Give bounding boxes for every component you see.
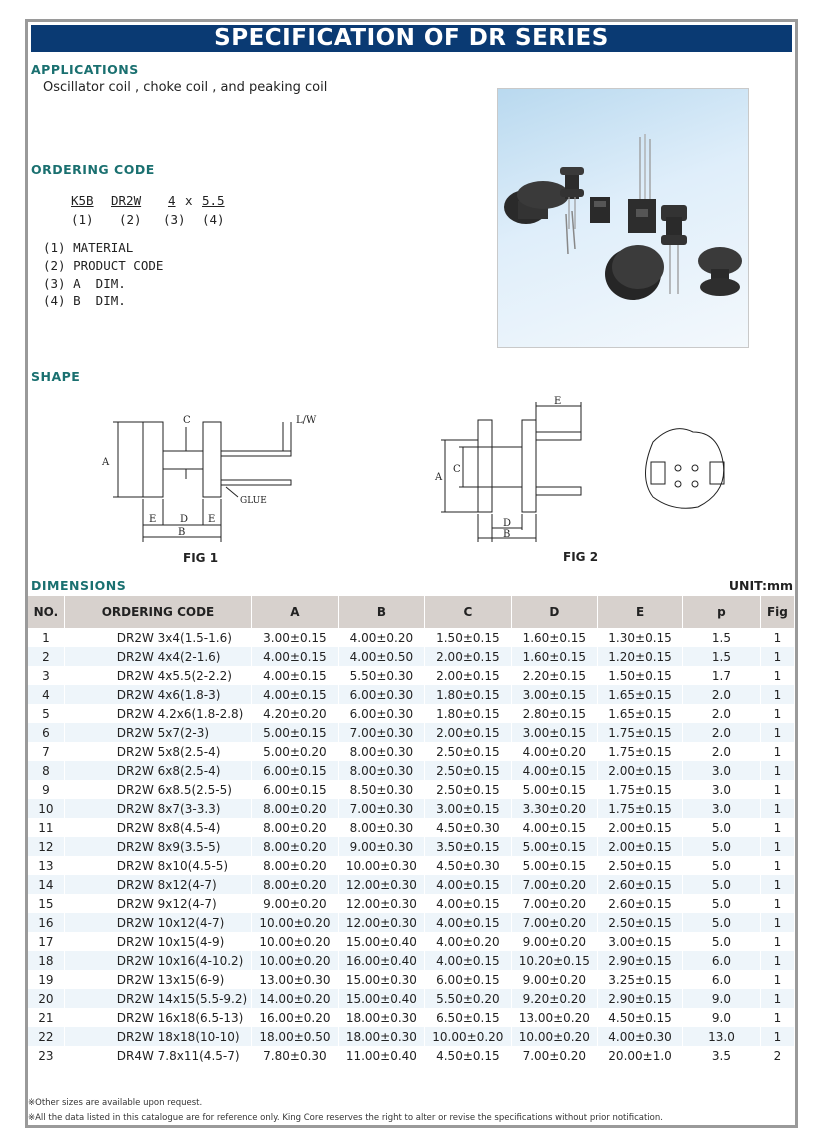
- cell-p: 5.0: [683, 837, 761, 856]
- cell-ordering-code: DR2W 8x7(3-3.3): [64, 799, 251, 818]
- cell-b: 8.00±0.30: [338, 742, 424, 761]
- cell-no: 2: [28, 647, 64, 666]
- cell-b: 4.00±0.20: [338, 628, 424, 647]
- table-row: [28, 761, 795, 780]
- unit-label: UNIT:mm: [728, 578, 793, 593]
- dimensions-table: [28, 596, 795, 1065]
- cell-fig: 1: [760, 685, 794, 704]
- cell-d: 7.00±0.20: [511, 894, 597, 913]
- cell-fig: 1: [760, 875, 794, 894]
- cell-fig: 1: [760, 837, 794, 856]
- cell-ordering-code: DR2W 10x15(4-9): [64, 932, 251, 951]
- fig1-label-a: A: [102, 457, 110, 468]
- cell-a: 4.00±0.15: [252, 666, 338, 685]
- table-header-row: [28, 596, 795, 628]
- cell-c: 4.50±0.15: [425, 1046, 511, 1065]
- cell-e: 4.50±0.15: [598, 1008, 683, 1027]
- cell-ordering-code: DR2W 4x4(2-1.6): [64, 647, 251, 666]
- cell-ordering-code: DR2W 4x5.5(2-2.2): [64, 666, 251, 685]
- note-disclaimer: ※All the data listed in this catalogue are for reference only. King Core reserves the right to alter or revise the specifications without prior notification.: [28, 1113, 663, 1123]
- cell-no: 13: [28, 856, 64, 875]
- cell-c: 6.00±0.15: [425, 970, 511, 989]
- cell-a: 13.00±0.30: [252, 970, 338, 989]
- cell-d: 4.00±0.15: [511, 818, 597, 837]
- cell-fig: 1: [760, 894, 794, 913]
- cell-e: 2.50±0.15: [598, 856, 683, 875]
- cell-c: 4.00±0.15: [425, 913, 511, 932]
- cell-c: 4.00±0.15: [425, 875, 511, 894]
- cell-b: 5.50±0.30: [338, 666, 424, 685]
- cell-a: 8.00±0.20: [252, 856, 338, 875]
- cell-fig: 1: [760, 913, 794, 932]
- page-title: SPECIFICATION OF DR SERIES: [31, 25, 792, 52]
- cell-b: 16.00±0.40: [338, 951, 424, 970]
- cell-fig: 1: [760, 780, 794, 799]
- cell-c: 1.80±0.15: [425, 685, 511, 704]
- cell-fig: 1: [760, 932, 794, 951]
- cell-a: 4.20±0.20: [252, 704, 338, 723]
- cell-ordering-code: DR2W 5x8(2.5-4): [64, 742, 251, 761]
- cell-no: 3: [28, 666, 64, 685]
- fig2-drawing: [433, 392, 763, 542]
- cell-no: 20: [28, 989, 64, 1008]
- cell-p: 2.0: [683, 742, 761, 761]
- cell-d: 5.00±0.15: [511, 856, 597, 875]
- fig1-label-d: D: [180, 514, 189, 525]
- cell-ordering-code: DR2W 8x10(4.5-5): [64, 856, 251, 875]
- cell-b: 15.00±0.40: [338, 989, 424, 1008]
- cell-fig: 1: [760, 647, 794, 666]
- cell-p: 2.0: [683, 704, 761, 723]
- product-photo-illustration: [498, 89, 748, 347]
- ordering-index-3: (3): [163, 212, 186, 227]
- cell-a: 10.00±0.20: [252, 913, 338, 932]
- cell-d: 7.00±0.20: [511, 875, 597, 894]
- table-row: [28, 742, 795, 761]
- fig1-caption: FIG 1: [183, 551, 219, 565]
- cell-d: 4.00±0.15: [511, 761, 597, 780]
- cell-no: 4: [28, 685, 64, 704]
- table-row: [28, 1046, 795, 1065]
- table-row: [28, 1008, 795, 1027]
- cell-d: 7.00±0.20: [511, 913, 597, 932]
- cell-b: 9.00±0.30: [338, 837, 424, 856]
- cell-c: 3.00±0.15: [425, 799, 511, 818]
- cell-ordering-code: DR2W 10x16(4-10.2): [64, 951, 251, 970]
- cell-c: 10.00±0.20: [425, 1027, 511, 1046]
- table-row: [28, 666, 795, 685]
- cell-p: 5.0: [683, 875, 761, 894]
- ordering-index-2: (2): [119, 212, 142, 227]
- cell-b: 4.00±0.50: [338, 647, 424, 666]
- cell-no: 6: [28, 723, 64, 742]
- ordering-part-b: 5.5: [202, 193, 225, 208]
- cell-c: 2.00±0.15: [425, 723, 511, 742]
- cell-ordering-code: DR2W 9x12(4-7): [64, 894, 251, 913]
- table-row: [28, 875, 795, 894]
- cell-d: 3.00±0.15: [511, 685, 597, 704]
- cell-d: 5.00±0.15: [511, 780, 597, 799]
- table-row: [28, 647, 795, 666]
- cell-b: 8.00±0.30: [338, 761, 424, 780]
- cell-a: 14.00±0.20: [252, 989, 338, 1008]
- cell-d: 3.00±0.15: [511, 723, 597, 742]
- header-ordering-code: ORDERING CODE: [64, 596, 251, 628]
- dimensions-heading: DIMENSIONS: [31, 578, 127, 593]
- fig1-label-e-left: E: [149, 514, 157, 525]
- applications-text: Oscillator coil , choke coil , and peaking coil: [43, 80, 328, 95]
- table-row: [28, 894, 795, 913]
- cell-b: 11.00±0.40: [338, 1046, 424, 1065]
- cell-no: 1: [28, 628, 64, 647]
- cell-fig: 1: [760, 742, 794, 761]
- cell-e: 1.65±0.15: [598, 704, 683, 723]
- cell-no: 19: [28, 970, 64, 989]
- cell-b: 8.00±0.30: [338, 818, 424, 837]
- header-d: D: [511, 596, 597, 628]
- cell-ordering-code: DR2W 13x15(6-9): [64, 970, 251, 989]
- cell-e: 1.50±0.15: [598, 666, 683, 685]
- ordering-part-product: DR2W: [111, 193, 142, 208]
- cell-ordering-code: DR2W 14x15(5.5-9.2): [64, 989, 251, 1008]
- cell-ordering-code: DR2W 10x12(4-7): [64, 913, 251, 932]
- cell-c: 4.00±0.15: [425, 951, 511, 970]
- cell-no: 10: [28, 799, 64, 818]
- cell-d: 4.00±0.20: [511, 742, 597, 761]
- table-row: [28, 780, 795, 799]
- cell-a: 6.00±0.15: [252, 780, 338, 799]
- cell-p: 3.0: [683, 761, 761, 780]
- cell-e: 2.90±0.15: [598, 951, 683, 970]
- applications-heading: APPLICATIONS: [31, 62, 139, 77]
- cell-c: 4.00±0.15: [425, 894, 511, 913]
- cell-e: 1.20±0.15: [598, 647, 683, 666]
- cell-p: 3.0: [683, 799, 761, 818]
- cell-p: 5.0: [683, 818, 761, 837]
- fig2-label-c: C: [453, 464, 461, 475]
- cell-c: 1.80±0.15: [425, 704, 511, 723]
- cell-c: 4.50±0.30: [425, 856, 511, 875]
- header-b: B: [338, 596, 424, 628]
- cell-e: 4.00±0.30: [598, 1027, 683, 1046]
- cell-a: 5.00±0.20: [252, 742, 338, 761]
- cell-c: 4.00±0.20: [425, 932, 511, 951]
- cell-d: 13.00±0.20: [511, 1008, 597, 1027]
- cell-b: 6.00±0.30: [338, 685, 424, 704]
- cell-fig: 1: [760, 951, 794, 970]
- legend-product-code: (2) PRODUCT CODE: [43, 258, 164, 273]
- ordering-part-x: x: [185, 193, 193, 208]
- cell-no: 15: [28, 894, 64, 913]
- cell-p: 1.7: [683, 666, 761, 685]
- cell-e: 1.30±0.15: [598, 628, 683, 647]
- cell-ordering-code: DR2W 6x8(2.5-4): [64, 761, 251, 780]
- table-row: [28, 628, 795, 647]
- cell-fig: 1: [760, 799, 794, 818]
- cell-e: 1.75±0.15: [598, 723, 683, 742]
- cell-c: 2.50±0.15: [425, 742, 511, 761]
- table-row: [28, 951, 795, 970]
- table-body: [28, 628, 795, 1065]
- cell-e: 2.60±0.15: [598, 875, 683, 894]
- cell-ordering-code: DR2W 8x12(4-7): [64, 875, 251, 894]
- cell-a: 16.00±0.20: [252, 1008, 338, 1027]
- cell-b: 6.00±0.30: [338, 704, 424, 723]
- table-row: [28, 799, 795, 818]
- fig1-label-glue: GLUE: [240, 496, 267, 506]
- cell-e: 2.00±0.15: [598, 818, 683, 837]
- cell-e: 1.65±0.15: [598, 685, 683, 704]
- table-row: [28, 856, 795, 875]
- table-row: [28, 913, 795, 932]
- cell-ordering-code: DR4W 7.8x11(4.5-7): [64, 1046, 251, 1065]
- cell-no: 21: [28, 1008, 64, 1027]
- cell-a: 8.00±0.20: [252, 818, 338, 837]
- legend-a-dim: (3) A DIM.: [43, 276, 126, 291]
- cell-e: 2.00±0.15: [598, 761, 683, 780]
- cell-p: 9.0: [683, 989, 761, 1008]
- cell-p: 13.0: [683, 1027, 761, 1046]
- cell-ordering-code: DR2W 8x9(3.5-5): [64, 837, 251, 856]
- table-row: [28, 837, 795, 856]
- ordering-index-1: (1): [71, 212, 94, 227]
- table-row: [28, 685, 795, 704]
- cell-p: 2.0: [683, 723, 761, 742]
- cell-ordering-code: DR2W 5x7(2-3): [64, 723, 251, 742]
- cell-b: 15.00±0.30: [338, 970, 424, 989]
- cell-c: 2.00±0.15: [425, 647, 511, 666]
- fig1-drawing: [98, 387, 328, 542]
- product-photo: [497, 88, 749, 348]
- ordering-index-4: (4): [202, 212, 225, 227]
- table-row: [28, 932, 795, 951]
- fig2-label-d: D: [503, 518, 512, 529]
- cell-ordering-code: DR2W 3x4(1.5-1.6): [64, 628, 251, 647]
- cell-p: 3.0: [683, 780, 761, 799]
- cell-a: 10.00±0.20: [252, 951, 338, 970]
- cell-a: 10.00±0.20: [252, 932, 338, 951]
- cell-a: 4.00±0.15: [252, 685, 338, 704]
- cell-a: 18.00±0.50: [252, 1027, 338, 1046]
- fig2-label-a: A: [435, 472, 443, 483]
- shape-heading: SHAPE: [31, 369, 81, 384]
- cell-p: 5.0: [683, 913, 761, 932]
- cell-b: 7.00±0.30: [338, 799, 424, 818]
- cell-fig: 1: [760, 989, 794, 1008]
- fig1-label-b: B: [178, 527, 186, 538]
- cell-no: 11: [28, 818, 64, 837]
- cell-no: 12: [28, 837, 64, 856]
- cell-ordering-code: DR2W 6x8.5(2.5-5): [64, 780, 251, 799]
- header-p: p: [683, 596, 761, 628]
- fig2-label-e: E: [554, 396, 562, 407]
- cell-e: 2.50±0.15: [598, 913, 683, 932]
- cell-c: 2.50±0.15: [425, 761, 511, 780]
- cell-no: 23: [28, 1046, 64, 1065]
- cell-a: 8.00±0.20: [252, 799, 338, 818]
- cell-d: 2.20±0.15: [511, 666, 597, 685]
- cell-c: 1.50±0.15: [425, 628, 511, 647]
- cell-c: 4.50±0.30: [425, 818, 511, 837]
- note-other-sizes: ※Other sizes are available upon request.: [28, 1098, 203, 1108]
- cell-b: 7.00±0.30: [338, 723, 424, 742]
- cell-b: 18.00±0.30: [338, 1008, 424, 1027]
- cell-ordering-code: DR2W 16x18(6.5-13): [64, 1008, 251, 1027]
- cell-no: 22: [28, 1027, 64, 1046]
- ordering-code-heading: ORDERING CODE: [31, 162, 155, 177]
- table-row: [28, 723, 795, 742]
- cell-fig: 1: [760, 628, 794, 647]
- cell-b: 12.00±0.30: [338, 913, 424, 932]
- header-c: C: [425, 596, 511, 628]
- fig1-label-c: C: [183, 415, 191, 426]
- cell-e: 3.25±0.15: [598, 970, 683, 989]
- legend-b-dim: (4) B DIM.: [43, 293, 126, 308]
- header-fig: Fig: [760, 596, 794, 628]
- cell-no: 16: [28, 913, 64, 932]
- cell-d: 1.60±0.15: [511, 647, 597, 666]
- cell-ordering-code: DR2W 4x6(1.8-3): [64, 685, 251, 704]
- cell-b: 12.00±0.30: [338, 894, 424, 913]
- cell-p: 2.0: [683, 685, 761, 704]
- cell-d: 9.00±0.20: [511, 970, 597, 989]
- cell-c: 2.00±0.15: [425, 666, 511, 685]
- cell-d: 2.80±0.15: [511, 704, 597, 723]
- cell-ordering-code: DR2W 18x18(10-10): [64, 1027, 251, 1046]
- cell-ordering-code: DR2W 4.2x6(1.8-2.8): [64, 704, 251, 723]
- fig2-label-b: B: [503, 529, 511, 540]
- cell-p: 6.0: [683, 970, 761, 989]
- cell-no: 14: [28, 875, 64, 894]
- table-row: [28, 704, 795, 723]
- header-e: E: [598, 596, 683, 628]
- cell-p: 6.0: [683, 951, 761, 970]
- cell-e: 20.00±1.0: [598, 1046, 683, 1065]
- cell-a: 8.00±0.20: [252, 875, 338, 894]
- ordering-part-material: K5B: [71, 193, 94, 208]
- cell-no: 18: [28, 951, 64, 970]
- cell-fig: 2: [760, 1046, 794, 1065]
- cell-c: 3.50±0.15: [425, 837, 511, 856]
- cell-p: 5.0: [683, 856, 761, 875]
- cell-e: 1.75±0.15: [598, 742, 683, 761]
- cell-p: 5.0: [683, 932, 761, 951]
- cell-e: 2.00±0.15: [598, 837, 683, 856]
- cell-p: 3.5: [683, 1046, 761, 1065]
- cell-fig: 1: [760, 856, 794, 875]
- cell-e: 1.75±0.15: [598, 799, 683, 818]
- cell-fig: 1: [760, 970, 794, 989]
- cell-fig: 1: [760, 666, 794, 685]
- cell-d: 7.00±0.20: [511, 1046, 597, 1065]
- cell-d: 3.30±0.20: [511, 799, 597, 818]
- header-no: NO.: [28, 596, 64, 628]
- cell-d: 10.20±0.15: [511, 951, 597, 970]
- cell-fig: 1: [760, 761, 794, 780]
- cell-b: 8.50±0.30: [338, 780, 424, 799]
- header-a: A: [252, 596, 338, 628]
- fig1-label-e-right: E: [208, 514, 216, 525]
- ordering-part-a: 4: [168, 193, 176, 208]
- cell-d: 9.20±0.20: [511, 989, 597, 1008]
- cell-b: 10.00±0.30: [338, 856, 424, 875]
- cell-a: 6.00±0.15: [252, 761, 338, 780]
- cell-fig: 1: [760, 723, 794, 742]
- cell-e: 3.00±0.15: [598, 932, 683, 951]
- cell-e: 1.75±0.15: [598, 780, 683, 799]
- cell-fig: 1: [760, 704, 794, 723]
- cell-ordering-code: DR2W 8x8(4.5-4): [64, 818, 251, 837]
- cell-no: 8: [28, 761, 64, 780]
- cell-a: 7.80±0.30: [252, 1046, 338, 1065]
- cell-d: 9.00±0.20: [511, 932, 597, 951]
- cell-a: 9.00±0.20: [252, 894, 338, 913]
- cell-d: 1.60±0.15: [511, 628, 597, 647]
- spec-sheet: [25, 19, 798, 1128]
- cell-no: 9: [28, 780, 64, 799]
- cell-e: 2.60±0.15: [598, 894, 683, 913]
- cell-a: 4.00±0.15: [252, 647, 338, 666]
- cell-c: 5.50±0.20: [425, 989, 511, 1008]
- cell-no: 17: [28, 932, 64, 951]
- fig2-caption: FIG 2: [563, 550, 599, 564]
- cell-p: 1.5: [683, 647, 761, 666]
- cell-p: 9.0: [683, 1008, 761, 1027]
- cell-b: 12.00±0.30: [338, 875, 424, 894]
- cell-fig: 1: [760, 1027, 794, 1046]
- cell-p: 5.0: [683, 894, 761, 913]
- cell-fig: 1: [760, 1008, 794, 1027]
- table-row: [28, 989, 795, 1008]
- cell-b: 18.00±0.30: [338, 1027, 424, 1046]
- table-row: [28, 970, 795, 989]
- cell-c: 6.50±0.15: [425, 1008, 511, 1027]
- legend-material: (1) MATERIAL: [43, 240, 134, 255]
- cell-a: 8.00±0.20: [252, 837, 338, 856]
- table-row: [28, 818, 795, 837]
- cell-e: 2.90±0.15: [598, 989, 683, 1008]
- cell-p: 1.5: [683, 628, 761, 647]
- cell-no: 7: [28, 742, 64, 761]
- cell-d: 5.00±0.15: [511, 837, 597, 856]
- cell-d: 10.00±0.20: [511, 1027, 597, 1046]
- cell-no: 5: [28, 704, 64, 723]
- cell-c: 2.50±0.15: [425, 780, 511, 799]
- table-row: [28, 1027, 795, 1046]
- cell-a: 5.00±0.15: [252, 723, 338, 742]
- cell-b: 15.00±0.40: [338, 932, 424, 951]
- fig1-label-lw: L/W: [296, 415, 317, 426]
- cell-a: 3.00±0.15: [252, 628, 338, 647]
- cell-fig: 1: [760, 818, 794, 837]
